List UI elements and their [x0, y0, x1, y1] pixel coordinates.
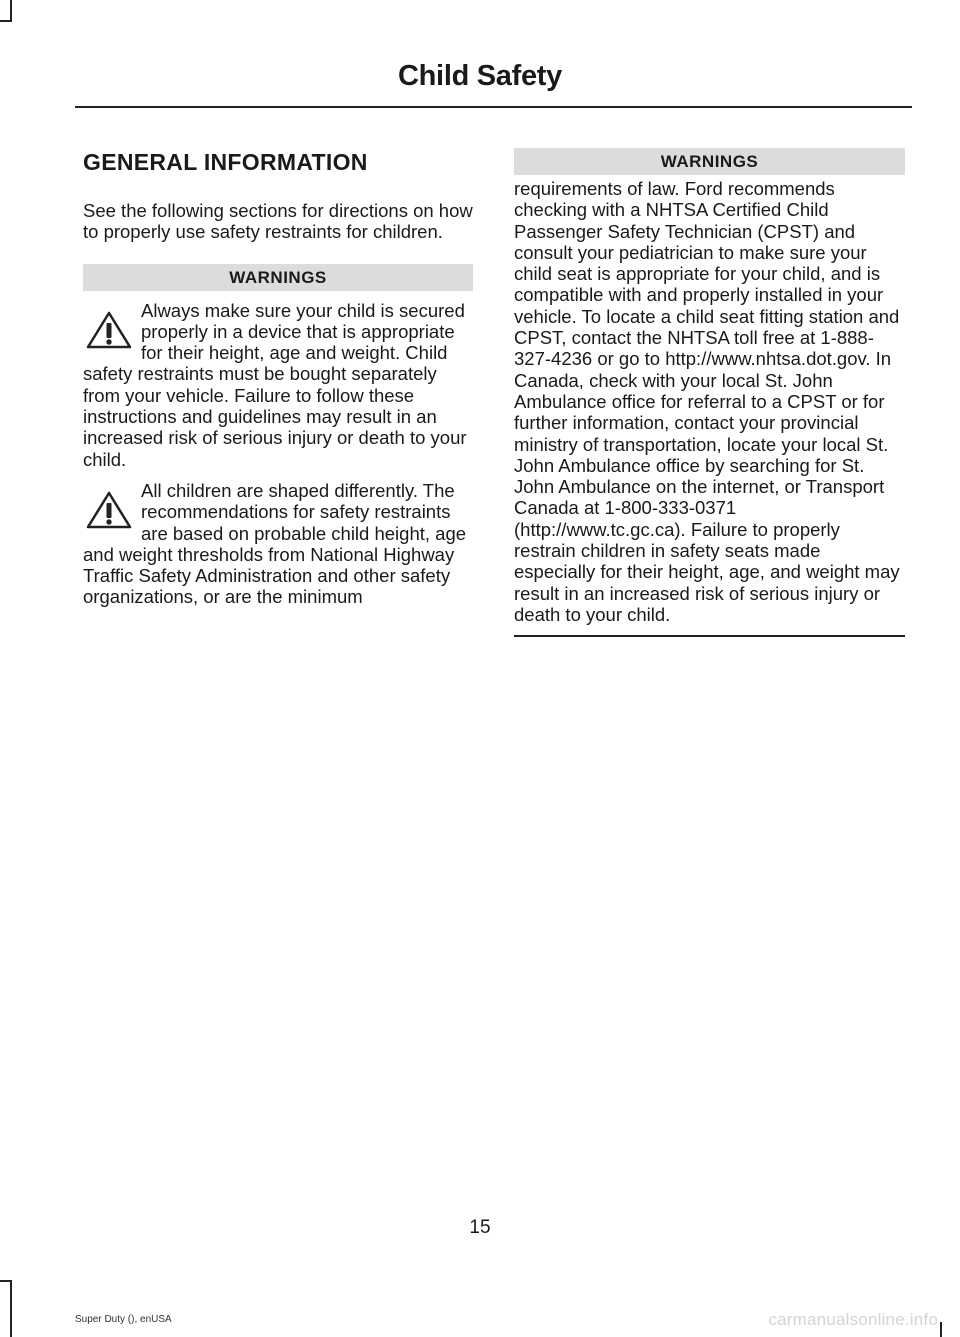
left-column: [83, 146, 473, 608]
intro-paragraph: See the following sections for directions on how to properly use safety restraints for children.: [83, 200, 473, 243]
warnings-heading: WARNINGS: [514, 148, 905, 175]
crop-mark: [10, 0, 12, 22]
crop-mark: [10, 1280, 12, 1337]
crop-mark: [940, 1322, 942, 1337]
warning-continued-text: requirements of law. Ford recommends checking with a NHTSA Certified Child Passenger Safety Technician (CPST) and consult your pediatrician to make sure your child seat is appropriate for your child, and is compatible with and properly installed in your vehicle. To locate a child seat fitting station and CPST, contact the NHTSA toll free at 1-888-327-4236 or go to http://www.nhtsa.dot.gov. In Canada, check with your local St. John Ambulance office for referral to a CPST or for further information, contact your provincial ministry of transportation, locate your local St. John Ambulance office by searching for St. John Ambulance on the internet, or Transport Canada at 1-800-333-0371 (http://www.tc.gc.ca). Failure to properly restrain children in safety seats made especially for their height, age, and weight may result in an increased risk of serious injury or death to your child.: [514, 178, 900, 625]
section-title: GENERAL INFORMATION: [83, 149, 368, 175]
warnings-end-divider: [514, 635, 905, 637]
crop-mark: [0, 20, 12, 22]
footer-model: Super Duty (), enUSA: [75, 1314, 172, 1325]
crop-mark: [0, 1280, 12, 1282]
page-title: Child Safety: [398, 60, 562, 92]
warning-triangle-icon: [85, 310, 133, 350]
warning-item: [83, 300, 473, 470]
right-column: [514, 148, 905, 637]
warning-item: [83, 480, 473, 608]
header-divider: [75, 106, 912, 108]
warning-text: All children are shaped differently. The recommendations for safety restraints are based on probable child height, age and weight thresholds from National Highway Traffic Safety Administration and other safety organizations, or are the minimum: [83, 479, 467, 608]
warning-triangle-icon: [85, 490, 133, 530]
warning-text: Always make sure your child is secured properly in a device that is appropriate for their height, age and weight. Child safety restraints must be bought separately from your vehicle. Failure to follow these instructions and guidelines may result in an increased risk of serious injury or death to your child.: [83, 299, 467, 470]
warnings-heading: WARNINGS: [83, 264, 473, 291]
page-number: 15: [469, 1217, 491, 1238]
watermark: carmanualsonline.info: [768, 1310, 938, 1329]
